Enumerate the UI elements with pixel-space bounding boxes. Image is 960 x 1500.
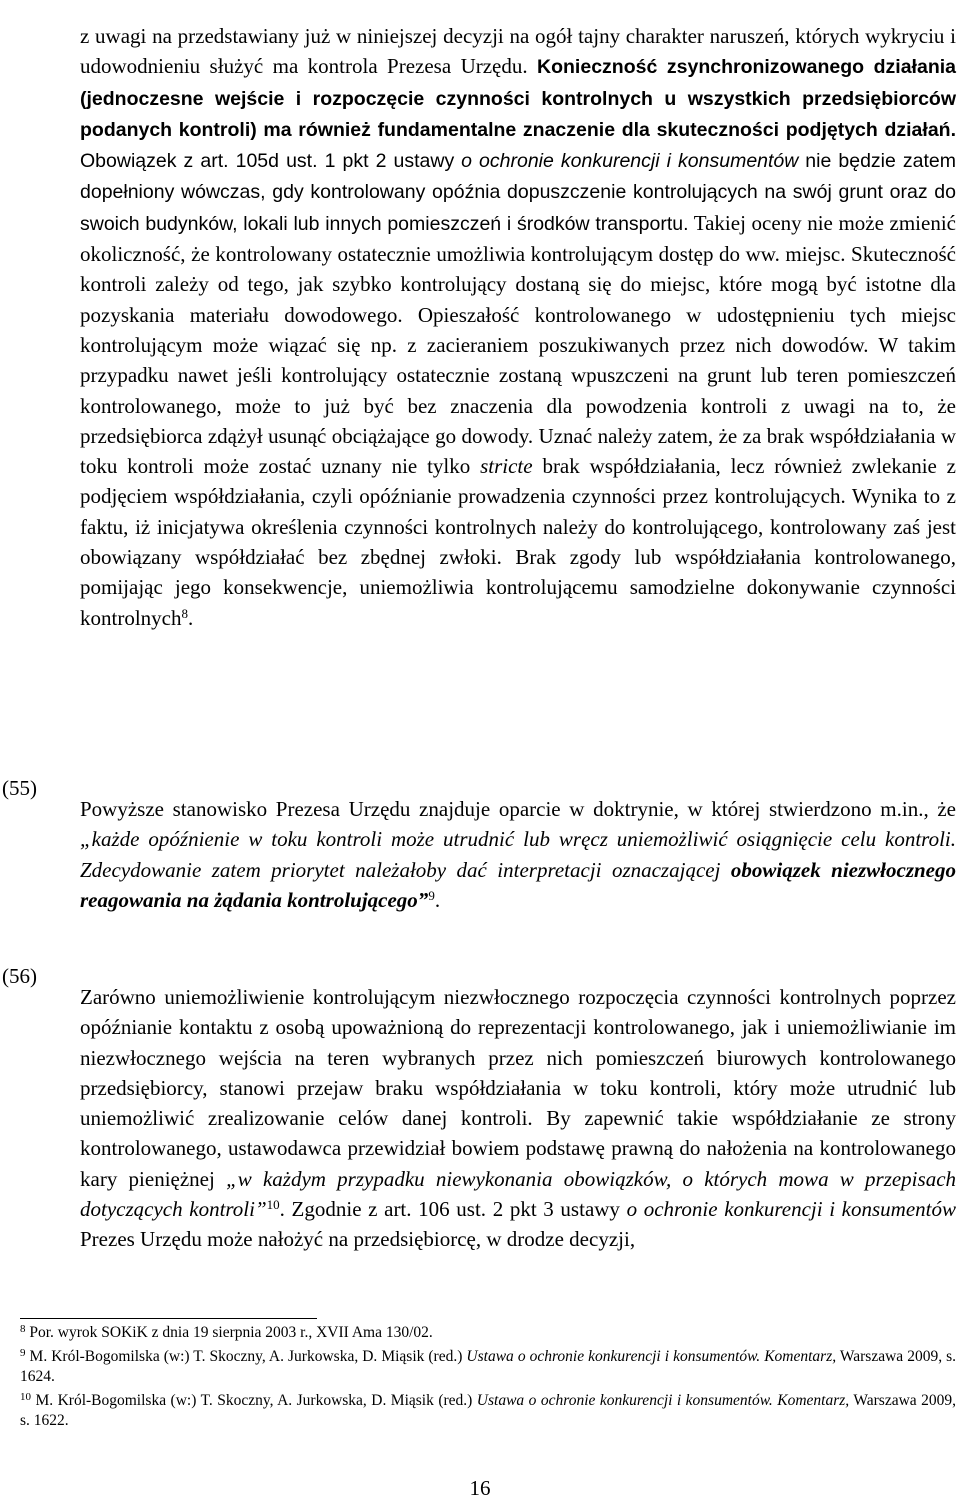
paragraph-55 xyxy=(80,794,956,915)
paragraph-number: (56) xyxy=(2,964,37,988)
act-title: o ochronie konkurencji i konsumentów xyxy=(626,1197,956,1222)
text: . xyxy=(187,605,194,630)
footnote-number: 10 xyxy=(20,1390,31,1403)
paragraph-number: (55) xyxy=(2,776,37,800)
footnote-ref[interactable]: 10 xyxy=(266,1197,280,1213)
paragraph-continuation xyxy=(80,21,956,633)
footnote-ref[interactable]: 9 xyxy=(428,887,435,903)
footnote-text: Por. wyrok SOKiK z dnia 19 sierpnia 2003 r., XVII Ama 130/02. xyxy=(29,1324,433,1341)
footnote-text: M. Król-Bogomilska (w:) T. Skoczny, A. Jurkowska, D. Miąsik (red.) xyxy=(35,1391,473,1409)
footnote-title: Ustawa o ochronie konkurencji i konsumentów. Komentarz, xyxy=(476,1391,850,1409)
footnote-number: 9 xyxy=(20,1346,26,1359)
text: Powyższe stanowisko Prezesa Urzędu znajduje oparcie w doktrynie, w której stwierdzono m.in., że xyxy=(80,797,956,821)
italic-term: stricte xyxy=(480,454,533,479)
quote: „w każdym przypadku niewykonania obowiązków, o których mowa w przepisach dotyczących kontroli” xyxy=(80,1166,957,1222)
text: nie będzie zatem dopełniony wówczas, gdy kontrolowany opóźnia dopuszczenie kontrolujących na swój grunt oraz do swoich budynków, lokali lub innych pomieszczeń i środków transportu. xyxy=(80,150,957,235)
footnote-text: Warszawa 2009, s. 1624. xyxy=(20,1347,956,1385)
text: . Zgodnie z art. 106 ust. 2 pkt 3 ustawy xyxy=(279,1197,620,1222)
footnote-divider xyxy=(20,1318,317,1319)
quote: „każde opóźnienie w toku kontroli może utrudnić lub wręcz uniemożliwić osiągnięcie celu kontroli. Zdecydowanie zatem priorytet należałoby dać interpretacji oznaczającej xyxy=(80,827,956,882)
footnote-title: Ustawa o ochronie konkurencji i konsumentów. Komentarz, xyxy=(466,1347,837,1365)
bold-quote: obowiązek niezwłocznego reagowania na żądania kontrolującego” xyxy=(80,857,956,912)
footnote-text: Warszawa 2009, s. 1622. xyxy=(20,1391,956,1429)
footnote-number: 8 xyxy=(20,1323,26,1335)
footnote xyxy=(20,1347,956,1388)
text: Takiej oceny nie może zmienić okoliczność, że kontrolowany ostatecznie umożliwia kontrolującym dostęp do ww. miejsc. Skuteczność kontroli zależy od tego, jak szybko kontrolujący dostaną się do miejsc, które mogą być istotne dla pozyskania materiału dowodowego. Opieszałość kontrolowanego w udostępnieniu tych miejsc kontrolującym może wiązać się np. z zacieraniem poszukiwanych przez nich dowodów. W takim przypadku nawet jeśli kontrolujący ostatecznie zostaną wpuszczeni na grunt lub teren pomieszczeń kontrolowanego, może to już być bez znaczenia dla powodzenia kontroli z uwagi na to, że przedsiębiorca zdążył usunąć obciążające go dowody. Uznać należy zatem, że za brak współdziałania w toku kontroli może zostać uznany nie tylko xyxy=(80,210,956,479)
page-number: 16 xyxy=(469,1476,491,1500)
bold-text: Konieczność zsynchronizowanego działania (jednoczesne wejście i rozpoczęcie czynności kontrolnych u wszystkich przedsiębiorców podanych kontroli) ma również fundamentalne znaczenie dla skuteczności podjętych działań. xyxy=(80,56,956,141)
text: Obowiązek z art. 105d ust. 1 pkt 2 ustawy xyxy=(80,150,455,173)
footnote xyxy=(20,1323,956,1344)
text: z uwagi na przedstawiany już w niniejszej decyzji na ogół tajny charakter naruszeń, których wykryciu i udowodnieniu służyć ma kontrola Prezesa Urzędu. xyxy=(80,24,956,79)
footnote-ref[interactable]: 8 xyxy=(181,605,188,621)
text: brak współdziałania, lecz również zwlekanie z podjęciem współdziałania, czyli opóźnianie prowadzenia czynności przez kontrolujących. Wynika to z faktu, iż inicjatywa określenia czynności kontrolnych należy do kontrolującego, kontrolowany zaś jest obowiązany współdziałać bez zbędnej zwłoki. Brak zgody lub współdziałania kontrolowanego, pomijając jego konsekwencje, uniemożliwia kontrolującemu samodzielne dokonywanie czynności kontrolnych xyxy=(80,454,957,630)
paragraph-56 xyxy=(80,982,956,1255)
text: Prezes Urzędu może nałożyć na przedsiębiorcę, w drodze decyzji, xyxy=(80,1227,636,1252)
footnotes xyxy=(20,1323,956,1435)
footnote xyxy=(20,1391,956,1432)
footnote-text: M. Król-Bogomilska (w:) T. Skoczny, A. Jurkowska, D. Miąsik (red.) xyxy=(29,1347,463,1365)
text: Zarówno uniemożliwienie kontrolującym niezwłocznego rozpoczęcia czynności kontrolnych poprzez opóźnianie kontaktu z osobą upoważnioną do reprezentacji kontrolowanego, jak i uniemożliwianie im niezwłocznego wejścia na teren wybranych przez nich pomieszczeń biurowych kontrolowanego przedsiębiorcy, stanowi przejaw braku współdziałania w toku kontroli, który może utrudnić lub uniemożliwić zrealizowanie celów danej kontroli. By zapewnić takie współdziałanie ze strony kontrolowanego, ustawodawca przewidział bowiem podstawę prawną do nałożenia na kontrolowanego kary pieniężnej xyxy=(80,985,956,1191)
text: . xyxy=(434,887,441,912)
act-title: o ochronie konkurencji i konsumentów xyxy=(461,150,799,173)
